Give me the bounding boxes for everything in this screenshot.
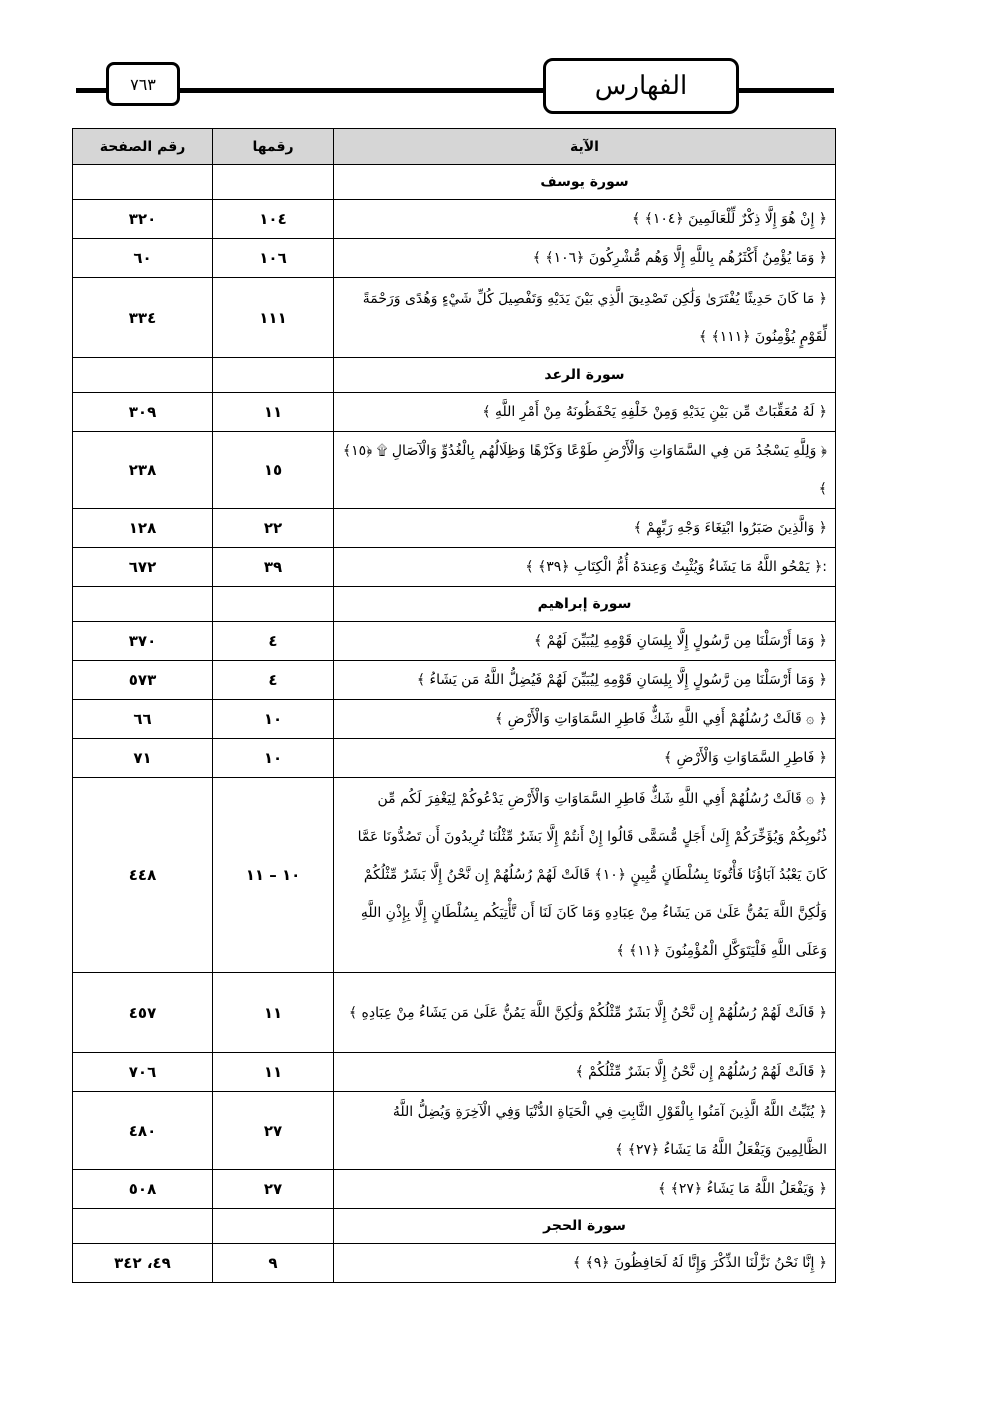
verse-number: ١١ [213,1053,334,1092]
verse-number: ١٠٦ [213,239,334,278]
table-row [73,700,836,739]
page-reference: ٢٣٨ [73,432,213,509]
page-reference: ٥٠٨ [73,1170,213,1209]
verse-number: ٢٧ [213,1170,334,1209]
table-row [73,1244,836,1283]
verse-number: ١١ [213,973,334,1053]
verse-text: ﴿ يُثَبِّتُ اللَّهُ الَّذِينَ آمَنُوا بِالْقَوْلِ الثَّابِتِ فِي الْحَيَاةِ الدُّنْيَا وَفِي الْآخِرَةِ وَيُضِلُّ اللَّهُ الظَّالِمِينَ وَيَفْعَلُ اللَّهُ مَا يَشَاءُ ﴿٢٧﴾ ﴾ [334,1092,836,1170]
verse-text: ﴿ فَاطِرِ السَّمَاوَاتِ وَالْأَرْضِ ﴾ [334,739,836,778]
verse-text: ﴿ وَمَا أَرْسَلْنَا مِن رَّسُولٍ إِلَّا بِلِسَانِ قَوْمِهِ لِيُبَيِّنَ لَهُمْ ﴾ [334,622,836,661]
table-row [73,200,836,239]
empty-cell [213,1209,334,1244]
table-row [73,432,836,509]
verse-text: ﴿ لَهُ مُعَقِّبَاتٌ مِّن بَيْنِ يَدَيْهِ وَمِنْ خَلْفِهِ يَحْفَظُونَهُ مِنْ أَمْرِ اللَّهِ ﴾ [334,393,836,432]
verse-number: ١٠ [213,739,334,778]
surah-name: سورة يوسف [334,165,836,200]
page-reference: ٦٠ [73,239,213,278]
column-header-page-number: رقم الصفحة [73,129,213,165]
page-reference: ٤٩، ٣٤٢ [73,1244,213,1283]
table-row [73,548,836,587]
table-row [73,278,836,358]
table-row [73,239,836,278]
verse-number: ١١١ [213,278,334,358]
verse-text: ﴿ ۞ قَالَتْ رُسُلُهُمْ أَفِي اللَّهِ شَكٌّ فَاطِرِ السَّمَاوَاتِ وَالْأَرْضِ ﴾ [334,700,836,739]
table-header-row [73,129,836,165]
verse-text: ﴿ وَالَّذِينَ صَبَرُوا ابْتِغَاءَ وَجْهِ رَبِّهِمْ ﴾ [334,509,836,548]
page-reference: ٣٣٤ [73,278,213,358]
column-header-verse: الآية [334,129,836,165]
verse-number: ٤ [213,622,334,661]
page-reference: ٧٠٦ [73,1053,213,1092]
table-row [73,778,836,973]
surah-heading-row [73,587,836,622]
table-row [73,1092,836,1170]
header-rule-left [76,88,108,93]
surah-heading-row [73,165,836,200]
verse-text: ﴿ وَمَا أَرْسَلْنَا مِن رَّسُولٍ إِلَّا بِلِسَانِ قَوْمِهِ لِيُبَيِّنَ لَهُمْ فَيُضِلُّ اللَّهُ مَن يَشَاءُ ﴾ [334,661,836,700]
surah-name: سورة الحجر [334,1209,836,1244]
verse-text: ﴿ إِنْ هُوَ إِلَّا ذِكْرٌ لِّلْعَالَمِينَ ﴿١٠٤﴾ ﴾ [334,200,836,239]
verse-text: ﴿ إِنَّا نَحْنُ نَزَّلْنَا الذِّكْرَ وَإِنَّا لَهُ لَحَافِظُونَ ﴿٩﴾ ﴾ [334,1244,836,1283]
verse-text: :﴿ يَمْحُو اللَّهُ مَا يَشَاءُ وَيُثْبِتُ وَعِندَهُ أُمُّ الْكِتَابِ ﴿٣٩﴾ ﴾ [334,548,836,587]
page-reference: ٧١ [73,739,213,778]
surah-name: سورة إبراهيم [334,587,836,622]
empty-cell [213,587,334,622]
verse-text: ﴿ وَيَفْعَلُ اللَّهُ مَا يَشَاءُ ﴿٢٧﴾ ﴾ [334,1170,836,1209]
verse-number: ٣٩ [213,548,334,587]
empty-cell [213,165,334,200]
header-rule-right [737,88,834,93]
page-number: ٧٦٣ [106,62,180,106]
surah-heading-row [73,1209,836,1244]
verse-number: ١١ [213,393,334,432]
verse-number: ٩ [213,1244,334,1283]
verse-text: ﴿ مَا كَانَ حَدِيثًا يُفْتَرَىٰ وَلَٰكِن تَصْدِيقَ الَّذِي بَيْنَ يَدَيْهِ وَتَفْصِيلَ كُلِّ شَيْءٍ وَهُدًى وَرَحْمَةً لِّقَوْمٍ يُؤْمِنُونَ ﴿١١١﴾ ﴾ [334,278,836,358]
table-row [73,622,836,661]
page-reference: ٤٨٠ [73,1092,213,1170]
verse-index-table [72,128,836,1283]
column-header-verse-number: رقمها [213,129,334,165]
table-row [73,661,836,700]
page-reference: ٤٥٧ [73,973,213,1053]
table-row [73,509,836,548]
table-row [73,1170,836,1209]
page-reference: ٦٧٢ [73,548,213,587]
verse-number: ١٥ [213,432,334,509]
verse-text: ﴿ قَالَتْ لَهُمْ رُسُلُهُمْ إِن نَّحْنُ إِلَّا بَشَرٌ مِّثْلُكُمْ وَلَٰكِنَّ اللَّهَ يَمُنُّ عَلَىٰ مَن يَشَاءُ مِنْ عِبَادِهِ ﴾ [334,973,836,1053]
empty-cell [73,587,213,622]
verse-number: ٢٢ [213,509,334,548]
page-reference: ٣٧٠ [73,622,213,661]
page-reference: ٣٢٠ [73,200,213,239]
empty-cell [73,358,213,393]
verse-number: ٤ [213,661,334,700]
empty-cell [73,1209,213,1244]
empty-cell [73,165,213,200]
page-reference: ٦٦ [73,700,213,739]
verse-text: ﴿ قَالَتْ لَهُمْ رُسُلُهُمْ إِن نَّحْنُ إِلَّا بَشَرٌ مِّثْلُكُمْ ﴾ [334,1053,836,1092]
header-rule-middle [178,88,546,93]
page-reference: ٤٤٨ [73,778,213,973]
verse-number: ١٠ [213,700,334,739]
verse-text: ﴿ وَمَا يُؤْمِنُ أَكْثَرُهُم بِاللَّهِ إِلَّا وَهُم مُّشْرِكُونَ ﴿١٠٦﴾ ﴾ [334,239,836,278]
page-title: الفهارس [543,58,739,114]
surah-heading-row [73,358,836,393]
table-row [73,393,836,432]
verse-text: ﴿ ۞ قَالَتْ رُسُلُهُمْ أَفِي اللَّهِ شَكٌّ فَاطِرِ السَّمَاوَاتِ وَالْأَرْضِ يَدْعُوكُمْ لِيَغْفِرَ لَكُم مِّن ذُنُوبِكُمْ وَيُؤَخِّرَكُمْ إِلَىٰ أَجَلٍ مُّسَمًّى قَالُوا إِنْ أَنتُمْ إِلَّا بَشَرٌ مِّثْلُنَا تُرِيدُونَ أَن تَصُدُّونَا عَمَّا كَانَ يَعْبُدُ آبَاؤُنَا فَأْتُونَا بِسُلْطَانٍ مُّبِينٍ ﴿١٠﴾ قَالَتْ لَهُمْ رُسُلُهُمْ إِن نَّحْنُ إِلَّا بَشَرٌ مِّثْلُكُمْ وَلَٰكِنَّ اللَّهَ يَمُنُّ عَلَىٰ مَن يَشَاءُ مِنْ عِبَادِهِ وَمَا كَانَ لَنَا أَن نَّأْتِيَكُم بِسُلْطَانٍ إِلَّا بِإِذْنِ اللَّهِ وَعَلَى اللَّهِ فَلْيَتَوَكَّلِ الْمُؤْمِنُونَ ﴿١١﴾ ﴾ [334,778,836,973]
table-row [73,973,836,1053]
page-reference: ١٢٨ [73,509,213,548]
verse-number: ٢٧ [213,1092,334,1170]
verse-number: ١٠٤ [213,200,334,239]
empty-cell [213,358,334,393]
verse-text: ﴿ وَلِلَّهِ يَسْجُدُ مَن فِي السَّمَاوَاتِ وَالْأَرْضِ طَوْعًا وَكَرْهًا وَظِلَالُهُم بِالْغُدُوِّ وَالْآصَالِ ۩ ﴿١٥﴾ ﴾ [334,432,836,509]
table-row [73,1053,836,1092]
surah-name: سورة الرعد [334,358,836,393]
table-row [73,739,836,778]
page-reference: ٣٠٩ [73,393,213,432]
page-reference: ٥٧٣ [73,661,213,700]
verse-number: ١٠ – ١١ [213,778,334,973]
